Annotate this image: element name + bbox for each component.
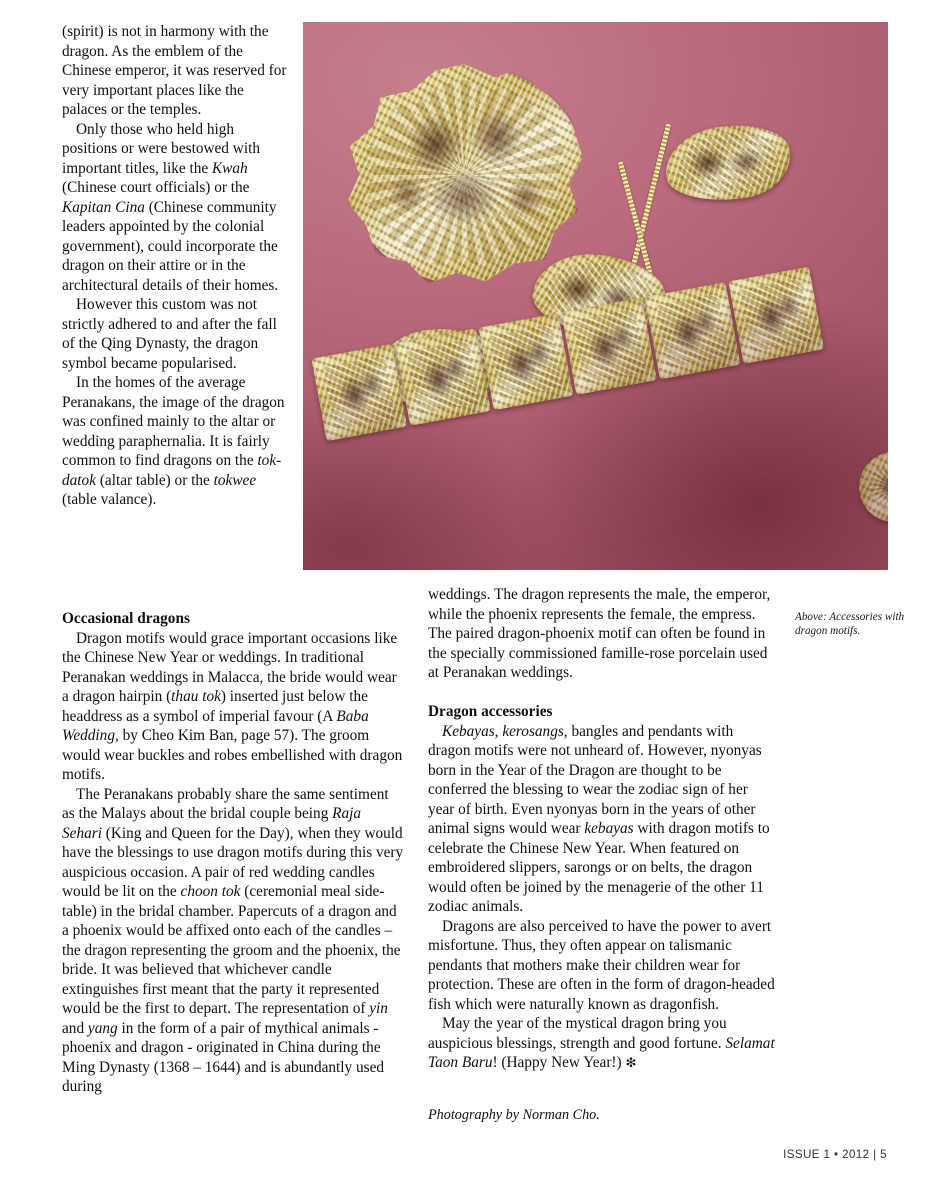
paragraph: May the year of the mystical dragon bring you auspicious blessings, strength and good fortune. Selamat Taon Baru! (Happy New Year!) ❇	[428, 1015, 775, 1071]
belt-panel	[728, 266, 824, 364]
dragon-plaque	[529, 248, 669, 341]
paragraph: In the homes of the average Peranakans, the image of the dragon was confined mainly to the altar or wedding paraphernalia. It is fairly common to find dragons on the tok-datok (altar table) or the tokwee (table valance).	[62, 374, 285, 508]
paragraph: Dragon motifs would grace important occasions like the Chinese New Year or weddings. In traditional Peranakan weddings in Malacca, the bride would wear a dragon hairpin (thau tok) inserted just below the headdress as a symbol of imperial favour (A Baba Wedding, by Cheo Kim Ban, page 57). The groom would wear buckles and robes embellished with dragon motifs.	[62, 629, 403, 783]
belt-panel	[311, 344, 407, 442]
chain-link	[618, 161, 653, 276]
left-column-lower	[62, 609, 404, 1097]
dragon-plaque	[372, 325, 505, 412]
paragraph: Only those who held high positions or were bestowed with important titles, like the Kwah (Chinese court officials) or the Kapitan Cina (Chinese community leaders appointed by the colonial government), could incorporate the dragon on their attire or in the architectural details of their homes.	[62, 120, 279, 294]
article-photograph	[303, 22, 888, 570]
paragraph: However this custom was not strictly adhered to and after the fall of the Qing Dynasty, the dragon symbol became popularised.	[62, 296, 277, 372]
paragraph: Kebayas, kerosangs, bangles and pendants with dragon motifs were not unheard of. However, nyonyas born in the Year of the Dragon are thought to be conferred the blessing to wear the zodiac sign of her year of birth. Even nyonyas born in the years of other animal signs would wear kebayas with dragon motifs to celebrate the Chinese New Year. When featured on embroidered slippers, sarongs or on belts, the dragon would often be joined by the menagerie of the other 11 zodiac animals.	[428, 722, 770, 915]
belt-panel	[645, 282, 741, 380]
section-heading-occasional-dragons: Occasional dragons	[62, 610, 190, 627]
chain-link	[630, 124, 671, 271]
photo-background	[303, 22, 888, 570]
right-column-upper	[428, 585, 776, 683]
dragon-belt	[311, 266, 824, 441]
dragon-pendant	[859, 452, 888, 522]
paragraph: Dragons are also perceived to have the power to avert misfortune. Thus, they often appear on talismanic pendants that mothers make their children wear for protection. These are often in the form of dragon-headed fish which were naturally known as dragonfish.	[428, 917, 775, 1013]
page-footer: ISSUE 1 • 2012 | 5	[783, 1148, 887, 1161]
section-heading-dragon-accessories: Dragon accessories	[428, 703, 553, 720]
paragraph: The Peranakans probably share the same sentiment as the Malays about the bridal couple being Raja Sehari (King and Queen for the Day), when they would have the blessings to use dragon motifs during this very auspicious occasion. A pair of red wedding candles would be lit on the choon tok (ceremonial meal side-table) in the bridal chamber. Papercuts of a dragon and a phoenix would be affixed onto each of the candles – the dragon representing the groom and the phoenix, the bride. It was believed that whichever candle extinguishes first meant that the party it represented would be the first to depart. The representation of yin and yang in the form of a pair of mythical animals - phoenix and dragon - originated in China during the Ming Dynasty (1368 – 1644) and is abundantly used during	[62, 785, 404, 1095]
paragraph: (spirit) is not in harmony with the dragon. As the emblem of the Chinese emperor, it was reserved for very important places like the palaces or the temples.	[62, 23, 287, 118]
photography-credit: Photography by Norman Cho.	[428, 1107, 600, 1123]
dragon-plaque	[660, 118, 795, 209]
photo-caption: Above: Accessories with dragon motifs.	[795, 611, 905, 637]
belt-panel	[478, 313, 574, 411]
belt-panel	[395, 328, 491, 426]
left-column-upper	[62, 22, 290, 510]
right-column-lower	[428, 702, 776, 1073]
belt-panel	[562, 297, 658, 395]
paragraph: weddings. The dragon represents the male, the emperor, while the phoenix represents the female, the empress. The paired dragon-phoenix motif can often be found in the specially commissioned famille-rose porcelain used at Peranakan weddings.	[428, 586, 771, 681]
scalloped-medallion	[345, 64, 583, 286]
